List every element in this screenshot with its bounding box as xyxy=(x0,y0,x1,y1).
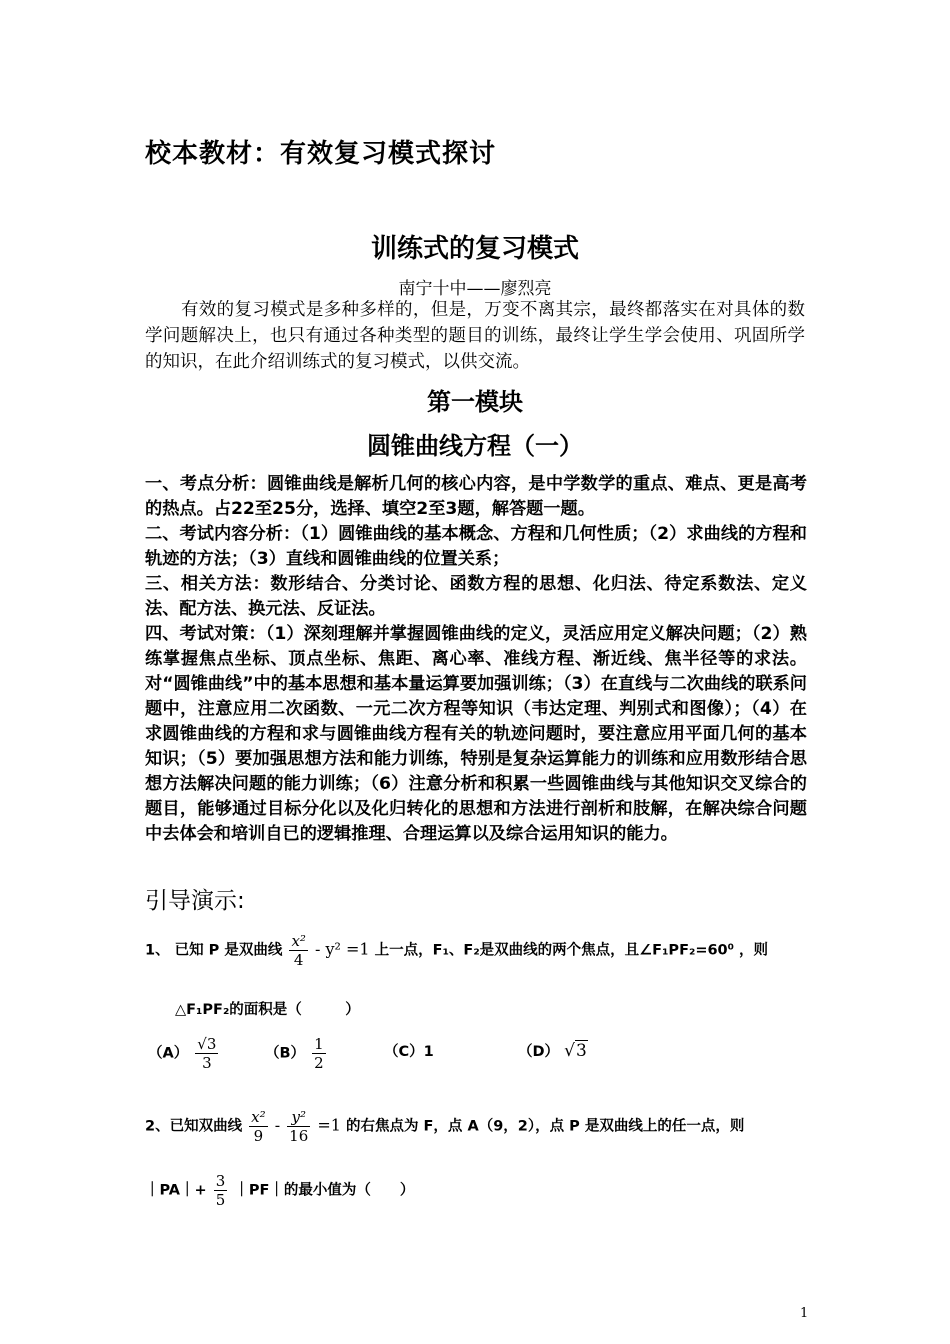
analysis-point-4: 四、考试对策：（1）深刻理解并掌握圆锥曲线的定义，灵活应用定义解决问题；（2）熟练掌握焦点坐标、顶点坐标、焦距、离心率、准线方程、渐近线、焦半径等的求法。对“圆锥曲线”中的基本思想和基本量运算要加强训练；（3）在直线与二次曲线的联系问题中，注意应用二次函数、一元二次方程等知识（韦达定理、判别式和图像）；（4）在求圆锥曲线的方程和求与圆锥曲线方程有关的轨迹问题时，要注意应用平面几何的基本知识；（5）要加强思想方法和能力训练，特别是复杂运算能力的训练和应用数形结合思想方法解决问题的能力训练；（6）注意分析和积累一些圆锥曲线与其他知识交叉综合的题目，能够通过目标分化以及化归转化的思想和方法进行剖析和肢解，在解决综合问题中去体会和培训自已的逻辑推理、合理运算以及综合运用知识的能力。 xyxy=(145,624,807,844)
q1-option-b-label: （B） xyxy=(265,1045,306,1062)
q1-option-d xyxy=(518,1040,588,1061)
q1-option-b-num: 1 xyxy=(314,1035,324,1053)
q2-prefix: 2、已知双曲线 xyxy=(145,1118,243,1135)
q1-suffix: 上一点，F₁、F₂是双曲线的两个焦点，且∠F₁PF₂=60⁰ ，则 xyxy=(374,942,769,959)
module-heading: 第一模块 xyxy=(427,388,523,416)
analysis-point-2: 二、考试内容分析：（1）圆锥曲线的基本概念、方程和几何性质；（2）求曲线的方程和轨迹的方法；（3）直线和圆锥曲线的位置关系； xyxy=(145,524,807,569)
q1-option-a-den: 3 xyxy=(202,1054,212,1072)
q1-option-a xyxy=(148,1035,220,1072)
question-1-line-2: △F₁PF₂的面积是（ ） xyxy=(175,1002,360,1018)
q1-option-d-label: （D） xyxy=(518,1044,560,1060)
q2-frac1-den: 9 xyxy=(253,1127,264,1145)
q2-fraction-1 xyxy=(249,1108,267,1145)
q1-option-a-num: √3 xyxy=(197,1035,217,1053)
q1-fraction xyxy=(289,932,307,969)
q1-option-d-sqrt: √3 xyxy=(564,1041,587,1061)
q1-frac-den: 4 xyxy=(293,951,304,969)
q1-option-c: （C）1 xyxy=(384,1044,434,1060)
question-1-line-1 xyxy=(145,932,768,969)
q1-after-frac: - y² =1 xyxy=(314,939,370,959)
q2-frac1-num: x² xyxy=(251,1108,266,1126)
author-line: 南宁十中——廖烈亮 xyxy=(398,279,552,299)
q1-option-a-fraction xyxy=(195,1035,218,1072)
q1-option-d-value: 3 xyxy=(575,1041,587,1061)
q1-option-b xyxy=(265,1035,328,1072)
q2-minus: - xyxy=(274,1115,281,1135)
question-2-line-1 xyxy=(145,1108,744,1145)
q2-fraction-2 xyxy=(287,1108,310,1145)
q2-line2-frac-den: 5 xyxy=(215,1191,226,1209)
q1-frac-num: x² xyxy=(291,932,306,950)
q2-frac2-den: 16 xyxy=(289,1127,309,1145)
q2-line2-suffix: ｜PF｜的最小值为（ ） xyxy=(234,1182,415,1199)
q2-line2-frac-num: 3 xyxy=(215,1172,226,1190)
q2-line2-fraction xyxy=(214,1172,228,1209)
page-title: 校本教材：有效复习模式探讨 xyxy=(145,139,497,169)
intro-paragraph: 有效的复习模式是多种多样的，但是，万变不离其宗，最终都落实在对具体的数学问题解决上，也只有通过各种类型的题目的训练，最终让学生学会使用、巩固所学的知识，在此介绍训练式的复习模式，以供交流。 xyxy=(145,300,805,372)
analysis-point-1: 一、考点分析：圆锥曲线是解析几何的核心内容，是中学数学的重点、难点、更是高考的热点。占22至25分，选择、填空2至3题，解答题一题。 xyxy=(145,474,807,519)
demo-heading: 引导演示: xyxy=(145,888,245,914)
page-number: 1 xyxy=(800,1306,809,1321)
q2-equals: =1 xyxy=(317,1115,341,1135)
q1-option-b-fraction xyxy=(312,1035,326,1072)
q2-frac2-num: y² xyxy=(287,1108,310,1127)
q1-option-b-den: 2 xyxy=(314,1054,324,1072)
question-2-line-2 xyxy=(145,1172,414,1209)
q1-option-a-label: （A） xyxy=(148,1045,189,1062)
q2-line2-prefix: ｜PA｜+ xyxy=(145,1182,207,1199)
main-title: 训练式的复习模式 xyxy=(370,234,579,264)
q2-suffix: 的右焦点为 F，点 A（9，2），点 P 是双曲线上的任一点，则 xyxy=(345,1118,745,1135)
analysis-block xyxy=(145,472,807,847)
q1-prefix: 1、 已知 P 是双曲线 xyxy=(145,942,283,959)
section-heading: 圆锥曲线方程（一） xyxy=(367,432,583,460)
analysis-point-3: 三、相关方法：数形结合、分类讨论、函数方程的思想、化归法、待定系数法、定义法、配方法、换元法、反证法。 xyxy=(145,574,807,619)
